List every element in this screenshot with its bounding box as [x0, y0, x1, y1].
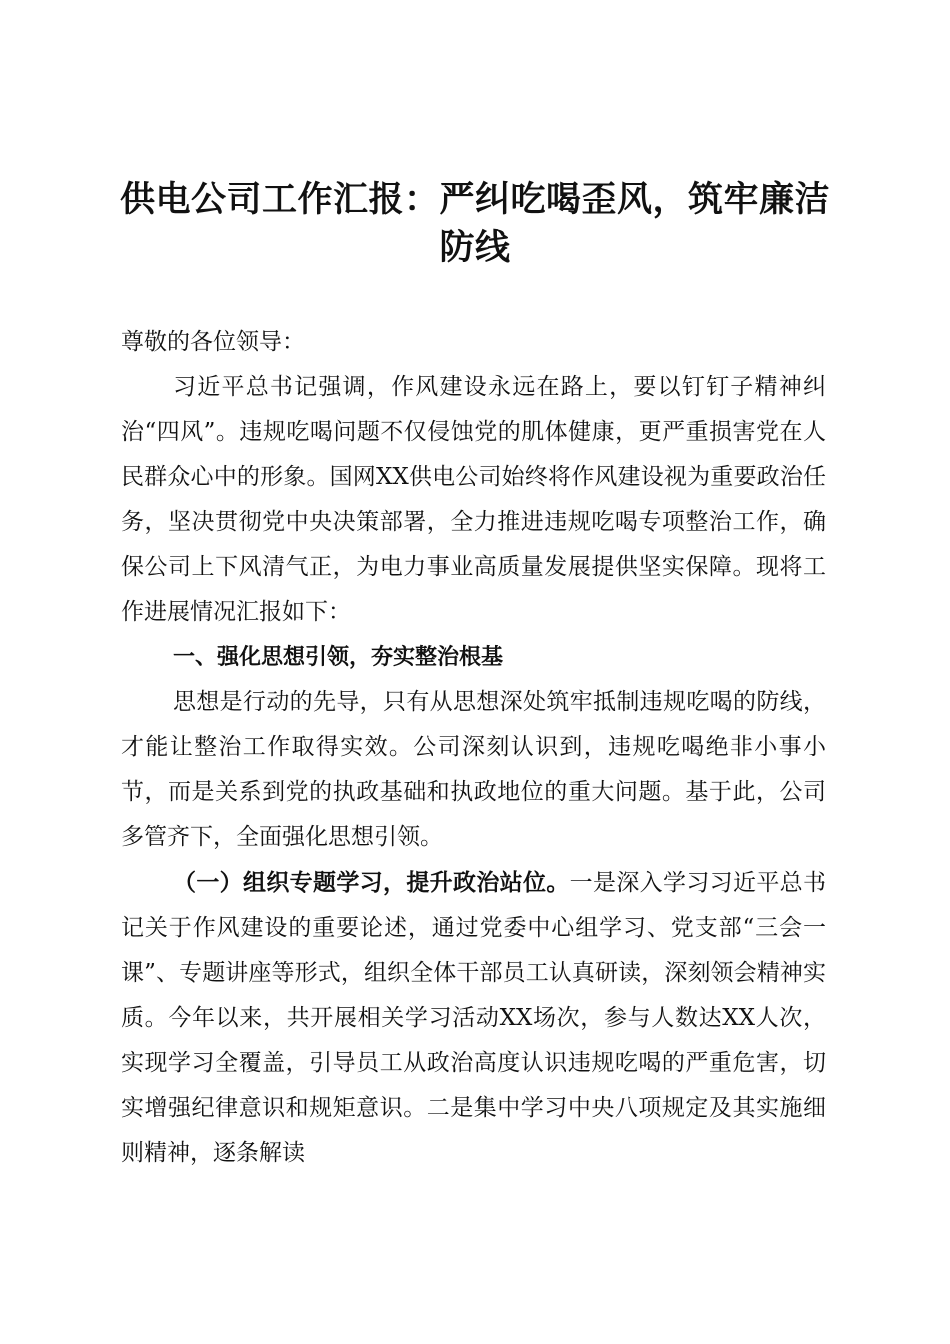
subsection-1-text: 一是深入学习习近平总书记关于作风建设的重要论述，通过党委中心组学习、党支部“三会一课”、专题讲座等形式，组织全体干部员工认真研读，深刻领会精神实质。今年以来，共开展相关学习活动XX场次，参与人数达XX人次，实现学习全覆盖，引导员工从政治高度认识违规吃喝的严重危害，切实增强纪律意识和规矩意识。二是集中学习中央八项规定及其实施细则精神，逐条解读: [121, 870, 827, 1166]
salutation: 尊敬的各位领导：: [121, 329, 305, 355]
section-1-paragraph: 思想是行动的先导，只有从思想深处筑牢抵制违规吃喝的防线，才能让整治工作取得实效。公司深刻认识到，违规吃喝绝非小事小节，而是关系到党的执政基础和执政地位的重大问题。基于此，公司多管齐下，全面强化思想引领。: [121, 689, 826, 850]
document-body: [121, 320, 826, 1176]
subsection-heading-1: （一）组织专题学习，提升政治站位。: [173, 869, 570, 896]
document-title: 供电公司工作汇报：严纠吃喝歪风，筑牢廉洁防线: [119, 180, 830, 268]
subsection-1-paragraph: [121, 860, 826, 1176]
intro-paragraph: 习近平总书记强调，作风建设永远在路上，要以钉钉子精神纠治“四风”。违规吃喝问题不仅侵蚀党的肌体健康，更严重损害党在人民群众心中的形象。国网XX供电公司始终将作风建设视为重要政治任务，坚决贯彻党中央决策部署，全力推进违规吃喝专项整治工作，确保公司上下风清气正，为电力事业高质量发展提供坚实保障。现将工作进展情况汇报如下：: [121, 374, 826, 625]
section-heading-1: 一、强化思想引领，夯实整治根基: [173, 645, 504, 670]
